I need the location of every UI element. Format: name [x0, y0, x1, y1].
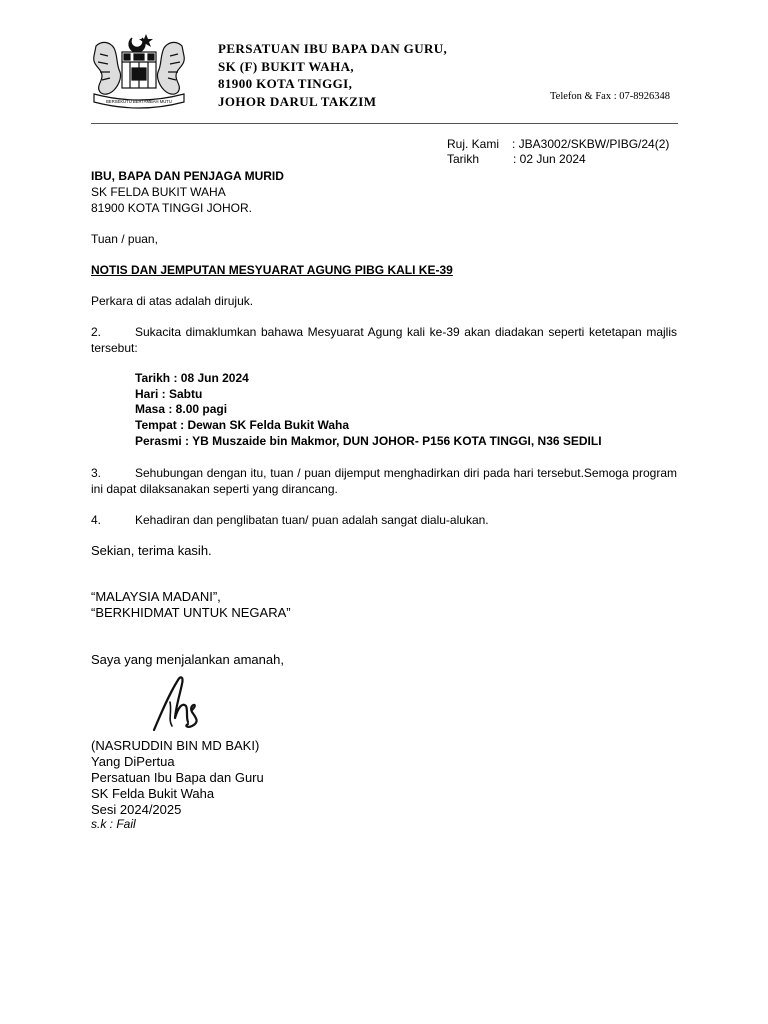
signatory-name: (NASRUDDIN BIN MD BAKI): [91, 738, 260, 753]
subject-title: NOTIS DAN JEMPUTAN MESYUARAT AGUNG PIBG KALI KE-39: [91, 263, 453, 277]
paragraph-2: [91, 324, 677, 356]
paragraph-3: [91, 465, 677, 497]
detail-day: Hari : Sabtu: [135, 387, 203, 401]
paragraph-3-text: Sehubungan dengan itu, tuan / puan dijemput menghadirkan diri pada hari tersebut.Semoga program ini dapat dilaksanakan seperti yang dirancang.: [91, 466, 677, 496]
signature-image: [148, 672, 210, 734]
carbon-copy: s.k : Fail: [91, 817, 136, 831]
ref-value: : JBA3002/SKBW/PIBG/24(2): [512, 137, 670, 151]
paragraph-4: [91, 512, 677, 528]
signatory-block: [91, 738, 264, 818]
detail-venue: Tempat : Dewan SK Felda Bukit Waha: [135, 418, 350, 432]
paragraph-4-text: Kehadiran dan penglibatan tuan/ puan adalah sangat dialu-alukan.: [135, 513, 489, 527]
paragraph-4-number: 4.: [91, 513, 102, 527]
salutation: Tuan / puan,: [91, 232, 158, 246]
signatory-org: Persatuan Ibu Bapa dan Guru: [91, 770, 264, 785]
detail-date: Tarikh : 08 Jun 2024: [135, 371, 249, 385]
date-value: : 02 Jun 2024: [513, 152, 586, 166]
detail-officiator: Perasmi : YB Muszaide bin Makmor, DUN JOHOR- P156 KOTA TINGGI, N36 SEDILI: [135, 434, 602, 448]
paragraph-2-text: Sukacita dimaklumkan bahawa Mesyuarat Agung kali ke-39 akan diadakan seperti ketetapan majlis tersebut:: [91, 325, 677, 355]
org-line-3: 81900 KOTA TINGGI,: [218, 76, 353, 91]
header-divider: [91, 123, 678, 124]
paragraph-3-number: 3.: [91, 466, 102, 480]
signatory-title: Yang DiPertua: [91, 754, 175, 769]
org-line-2: SK (F) BUKIT WAHA,: [218, 58, 355, 74]
recipient-line-2: SK FELDA BUKIT WAHA: [91, 185, 226, 199]
organization-address: [218, 40, 447, 110]
paragraph-1: Perkara di atas adalah dirujuk.: [91, 294, 254, 308]
motto-2: “BERKHIDMAT UNTUK NEGARA”: [91, 605, 291, 620]
org-line-1: PERSATUAN IBU BAPA DAN GURU,: [218, 41, 448, 56]
signatory-school: SK Felda Bukit Waha: [91, 786, 215, 801]
trust-statement: Saya yang menjalankan amanah,: [91, 652, 284, 667]
paragraph-2-number: 2.: [91, 325, 102, 339]
closing: Sekian, terima kasih.: [91, 543, 212, 558]
detail-time: Masa : 8.00 pagi: [135, 402, 228, 416]
phone-fax: Telefon & Fax : 07-8926348: [550, 91, 670, 102]
crest-motto: BERSEKUTU BERTAMBAH MUTU: [106, 99, 172, 104]
ref-label: Ruj. Kami: [447, 137, 500, 151]
org-line-4: JOHOR DARUL TAKZIM: [218, 93, 377, 109]
signatory-session: Sesi 2024/2025: [91, 802, 182, 817]
date-label: Tarikh: [447, 152, 480, 166]
coat-of-arms-logo: [88, 28, 190, 110]
recipient-line-1: IBU, BAPA DAN PENJAGA MURID: [91, 169, 284, 183]
motto-1: “MALAYSIA MADANI”,: [91, 589, 221, 604]
recipient-line-3: 81900 KOTA TINGGI JOHOR.: [91, 201, 252, 215]
